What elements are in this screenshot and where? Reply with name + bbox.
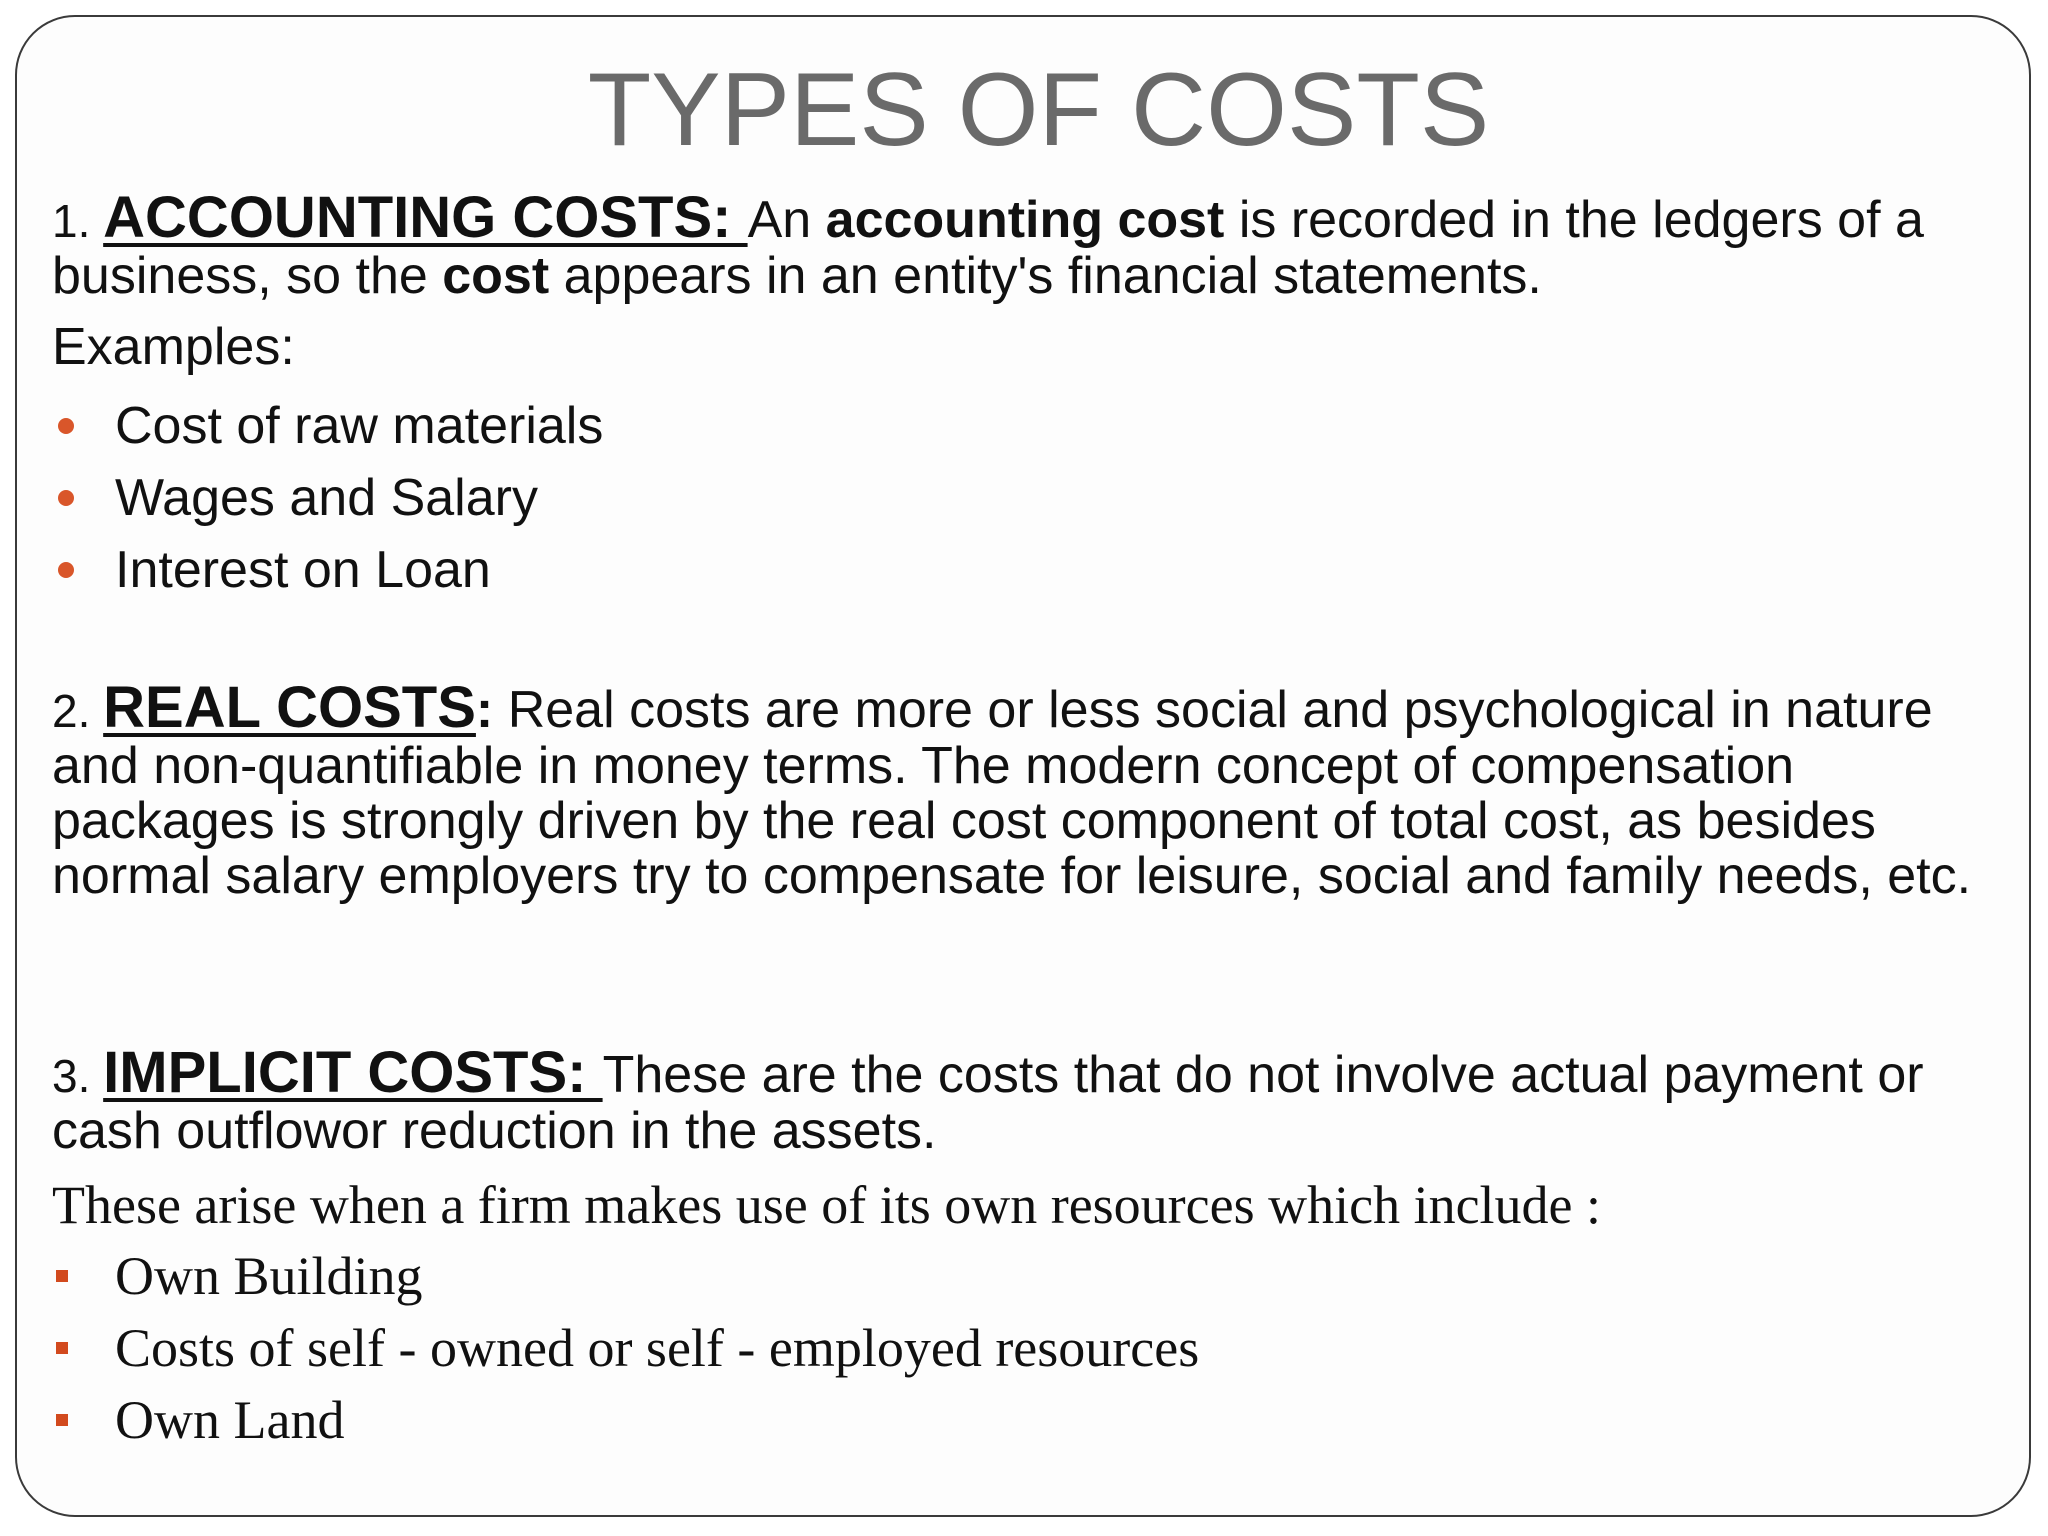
accounting-costs-heading: ACCOUNTING COSTS: <box>103 185 748 250</box>
real-costs-heading: REAL COSTS <box>103 675 476 740</box>
bold-term: cost <box>442 247 550 305</box>
body-text: Real costs are more or less social and psychological in nature and non-quantifiable in money terms. The modern concept of compensation packages is strongly driven by the real cost component of total cost, as besides normal salary employers try to compensate for leisure, social and family needs, etc. <box>52 681 1972 905</box>
body-text: These are the costs that do not involve actual payment or cash outflowor reduction in the assets. <box>52 1046 1924 1160</box>
slide-title: TYPES OF COSTS <box>587 52 1490 168</box>
list-item <box>52 390 603 462</box>
list-item-text: Own Land <box>115 1390 345 1450</box>
list-item-text: Cost of raw materials <box>115 397 604 455</box>
bullet-dot-icon <box>58 490 74 506</box>
bullet-dot-icon <box>58 562 74 578</box>
bullet-square-icon <box>56 1342 68 1354</box>
list-item-text: Own Building <box>115 1246 423 1306</box>
bullet-square-icon <box>56 1414 68 1426</box>
list-item <box>52 1312 1199 1384</box>
list-item <box>52 462 603 534</box>
body-text: is recorded in the ledgers of a business, so the <box>52 191 1924 305</box>
section-number: 2. <box>52 685 104 737</box>
list-item-text: Interest on Loan <box>115 541 491 599</box>
section-number: 3. <box>52 1050 104 1102</box>
section-number: 1. <box>52 195 104 247</box>
list-item-text: Costs of self - owned or self - employed resources <box>115 1318 1200 1378</box>
list-item <box>52 1240 1199 1312</box>
list-item <box>52 534 603 606</box>
accounting-costs-paragraph <box>52 185 2012 305</box>
list-item-text: Wages and Salary <box>115 469 538 527</box>
bullet-square-icon <box>56 1270 68 1282</box>
implicit-costs-intro: These arise when a firm makes use of its own resources which include : <box>52 1175 1602 1235</box>
body-text: An <box>747 191 826 249</box>
implicit-costs-heading: IMPLICIT COSTS: <box>103 1040 603 1105</box>
list-item <box>52 1384 1199 1456</box>
examples-label: Examples: <box>52 318 295 376</box>
real-costs-paragraph <box>52 675 2012 905</box>
bold-term: accounting cost <box>825 191 1225 249</box>
body-text: appears in an entity's financial statements. <box>549 247 1542 305</box>
heading-colon: : <box>475 681 508 739</box>
bullet-dot-icon <box>58 418 74 434</box>
implicit-resources-list <box>52 1240 1199 1456</box>
implicit-costs-paragraph <box>52 1040 2012 1160</box>
accounting-examples-list <box>52 390 603 606</box>
